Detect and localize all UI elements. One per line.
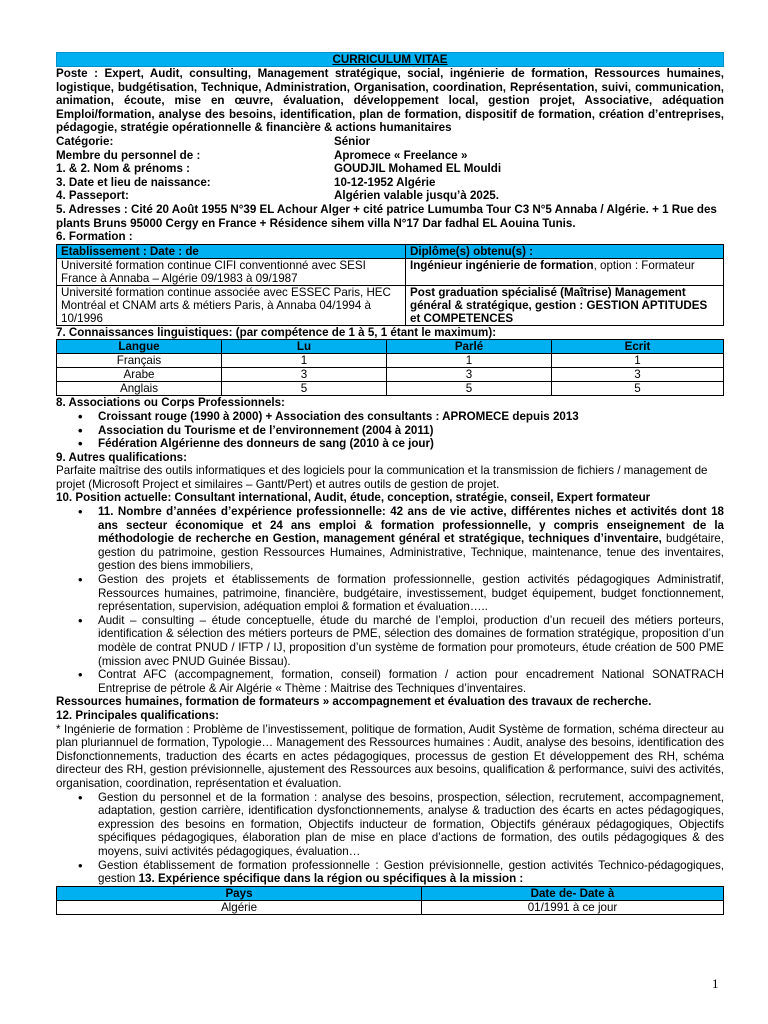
- parle-cell: 3: [387, 368, 552, 382]
- table-row: [57, 368, 724, 382]
- formation-header-etablissement: Etablissement : Date : de: [57, 244, 406, 258]
- langues-table: [56, 339, 724, 396]
- formation-heading: 6. Formation :: [56, 230, 133, 244]
- diplome-bold: Post graduation spécialisé (Maîtrise) Management général & stratégique, gestion : GESTION APTITUDES et COMPETENCES: [410, 285, 708, 325]
- info-key: 4. Passeport:: [56, 189, 129, 203]
- parle-cell: 1: [387, 354, 552, 368]
- langues-header-parle: Parlé: [387, 340, 552, 354]
- poste-paragraph: Poste : Expert, Audit, consulting, Management stratégique, social, ingénierie de formation, Ressources humaines, logistique, budgétisation, Technique, Administration, Organisation, coordination, Représentation, suivi, communication, animation, écoute, mise en œuvre, évaluation, développement local, gestion projet, Associative, adéquation Emploi/formation, analyse des besoins, identification, plan de formation, dispositif de formation, création d’entreprises, pédagogie, stratégie opérationnelle & financière & actions humanitaires: [56, 67, 724, 135]
- info-row-membre: [56, 149, 724, 163]
- diplome-bold: Ingénieur ingénierie de formation: [410, 258, 594, 272]
- qualifs-star-paragraph: * Ingénierie de formation : Problème de l’investissement, politique de formation, Audit Système de formation, schéma directeur au plan pluriannuel de formation, Typologie… Management des Ressources humaines : Audit, analyse des besoins, identification des Disfonctionnements, traduction des écarts en actes pédagogiques, processus de gestion Et développement des RH, schéma directeur des RH, gestion prévisionnelle, ajustement des Ressources aux besoins, qualification & performance, suivi des activités, organisation, coordination, représentation et évaluation.: [56, 722, 724, 790]
- info-row-nom: [56, 162, 724, 176]
- qualifs-list: [56, 791, 724, 886]
- cv-title: CURRICULUM VITAE: [56, 52, 724, 67]
- qualif-text: Gestion établissement de formation professionnelle : Gestion prévisionnelle, gestion activités Technico-pédagogiques, gestion: [98, 858, 724, 886]
- experience-years-text: budgétaire, gestion du patrimoine, gestion Ressources Humaines, Administrative, Technique, maintenance, tenue des inventaires, gestion des biens immobiliers,: [98, 532, 724, 573]
- adresses-paragraph: 5. Adresses : Cité 20 Août 1955 N°39 EL Achour Alger + cité patrice Lumumba Tour C3 N°5 Annaba / Algérie. + 1 Rue des plants Bruns 95000 Cergy en France + Résidence sihem villa N°17 Dar fadhal EL Aouina Tunis.: [56, 202, 717, 230]
- info-key: 3. Date et lieu de naissance:: [56, 175, 211, 189]
- lu-cell: 5: [222, 382, 387, 396]
- table-row: [57, 900, 724, 914]
- info-value: Apromece « Freelance »: [334, 148, 468, 162]
- ecrit-cell: 1: [552, 354, 724, 368]
- langue-cell: Arabe: [57, 368, 222, 382]
- diplome-text: , option : Formateur: [593, 258, 695, 272]
- info-row-passeport: [56, 189, 724, 203]
- lu-cell: 1: [222, 354, 387, 368]
- list-item: • Association du Tourisme et de l’environnement (2004 à 2011): [56, 424, 724, 438]
- list-item: • Croissant rouge (1990 à 2000) + Association des consultants : APROMECE depuis 2013: [56, 410, 724, 424]
- info-key: Catégorie:: [56, 134, 114, 148]
- position-list: [56, 505, 724, 695]
- table-row: [57, 258, 724, 285]
- list-item: [56, 859, 724, 886]
- info-value: Sénior: [334, 134, 371, 148]
- position-heading: 10. Position actuelle: Consultant international, Audit, étude, conception, stratégie, conseil, Expert formateur: [56, 491, 651, 505]
- langues-header-lu: Lu: [222, 340, 387, 354]
- associations-list: [56, 410, 724, 451]
- list-item: • Gestion du personnel et de la formation : analyse des besoins, prospection, sélection, recrutement, accompagnement, adaptation, gestion carrière, identification dysfonctionnements, analyse & traduction des écarts en actes pédagogiques, expression des besoins en formation, Objectifs inducteur de formation, Objectifs généraux pédagogiques, Objectifs spécifiques pédagogiques, élaboration plan de mise en place d’actions de formation, des outils pédagogiques & des moyens, suivi activités pédagogiques, évaluation…: [56, 791, 724, 859]
- autres-text: Parfaite maîtrise des outils informatiques et des logiciels pour la communication et la transmission de fichiers / management de projet (Microsoft Project et similaires – Gantt/Pert) et autres outils de gestion de projet.: [56, 464, 708, 491]
- table-row: [57, 285, 724, 325]
- list-item: • Contrat AFC (accompagnement, formation, conseil) formation / action pour encadrement National SONATRACH Entreprise de pétrole & Air Algérie « Thème : Maitrise des Techniques d’inventaires.: [56, 668, 724, 695]
- position-after: Ressources humaines, formation de formateurs » accompagnement et évaluation des travaux de recherche.: [56, 695, 652, 709]
- formation-diplome: [406, 258, 724, 285]
- list-item: • Fédération Algérienne des donneurs de sang (2010 à ce jour): [56, 437, 724, 451]
- pays-cell: Algérie: [57, 900, 422, 914]
- formation-header-diplome: Diplôme(s) obtenu(s) :: [406, 244, 724, 258]
- experience-heading: 13. Expérience spécifique dans la région ou spécifiques à la mission :: [138, 872, 524, 886]
- parle-cell: 5: [387, 382, 552, 396]
- list-item: • Audit – consulting – étude conceptuelle, étude du marché de l’emploi, production d’un recueil des métiers porteurs, identification & sélection des métiers porteurs de PME, sélection des domaines de formation stratégique, proposition d’un modèle de contrat PNUD / IFTP / IJ, proposition d’un système de formation pour promoteurs, étude création de 500 PME (mission avec PNUD Guinée Bissau).: [56, 614, 724, 668]
- page-number: 1: [712, 976, 719, 991]
- table-row: [57, 354, 724, 368]
- info-value: Algérien valable jusqu’à 2025.: [334, 189, 499, 203]
- autres-heading: 9. Autres qualifications:: [56, 450, 187, 464]
- langue-cell: Anglais: [57, 382, 222, 396]
- cv-page: [56, 52, 724, 915]
- experience-table: [56, 886, 724, 915]
- info-value: GOUDJIL Mohamed EL Mouldi: [334, 162, 502, 176]
- info-value: 10-12-1952 Algérie: [334, 175, 436, 189]
- info-key: 1. & 2. Nom & prénoms :: [56, 162, 190, 176]
- formation-table: [56, 244, 724, 326]
- formation-etablissement: Université formation continue CIFI conventionné avec SESI France à Annaba – Algérie 09/1983 à 09/1987: [57, 258, 406, 285]
- list-item: [56, 505, 724, 573]
- formation-etablissement: Université formation continue associée avec ESSEC Paris, HEC Montréal et CNAM arts & métiers Paris, à Annaba 04/1994 à 10/1996: [57, 285, 406, 325]
- ecrit-cell: 5: [552, 382, 724, 396]
- formation-diplome: [406, 285, 724, 325]
- langue-cell: Français: [57, 354, 222, 368]
- associations-heading: 8. Associations ou Corps Professionnels:: [56, 396, 285, 410]
- experience-header-pays: Pays: [57, 886, 422, 900]
- info-row-naissance: [56, 176, 724, 190]
- date-cell: 01/1991 à ce jour: [422, 900, 724, 914]
- experience-years-bold: 11. Nombre d’années d’expérience professionnelle: 42 ans de vie active, différentes niches et activités dont 18 ans secteur économique et 24 ans emploi & formation professionnelle, y compris enseignement de la méthodologie de recherche en Gestion, management général et stratégique, techniques d’inventaire,: [98, 505, 724, 546]
- qualifs-heading: 12. Principales qualifications:: [56, 708, 220, 722]
- langues-header-ecrit: Ecrit: [552, 340, 724, 354]
- lu-cell: 3: [222, 368, 387, 382]
- list-item: • Gestion des projets et établissements de formation professionnelle, gestion activités pédagogiques Administratif, Ressources humaines, patrimoine, financière, budgétaire, investissement, budget équipement, budget fonctionnement, représentation, supervision, adéquation emploi & formation et évaluation…..: [56, 573, 724, 614]
- table-row: [57, 382, 724, 396]
- ecrit-cell: 3: [552, 368, 724, 382]
- experience-header-date: Date de- Date à: [422, 886, 724, 900]
- info-row-categorie: [56, 135, 724, 149]
- langues-header-langue: Langue: [57, 340, 222, 354]
- langues-heading: 7. Connaissances linguistiques: (par compétence de 1 à 5, 1 étant le maximum):: [56, 325, 497, 339]
- info-key: Membre du personnel de :: [56, 148, 201, 162]
- personal-info: [56, 135, 724, 203]
